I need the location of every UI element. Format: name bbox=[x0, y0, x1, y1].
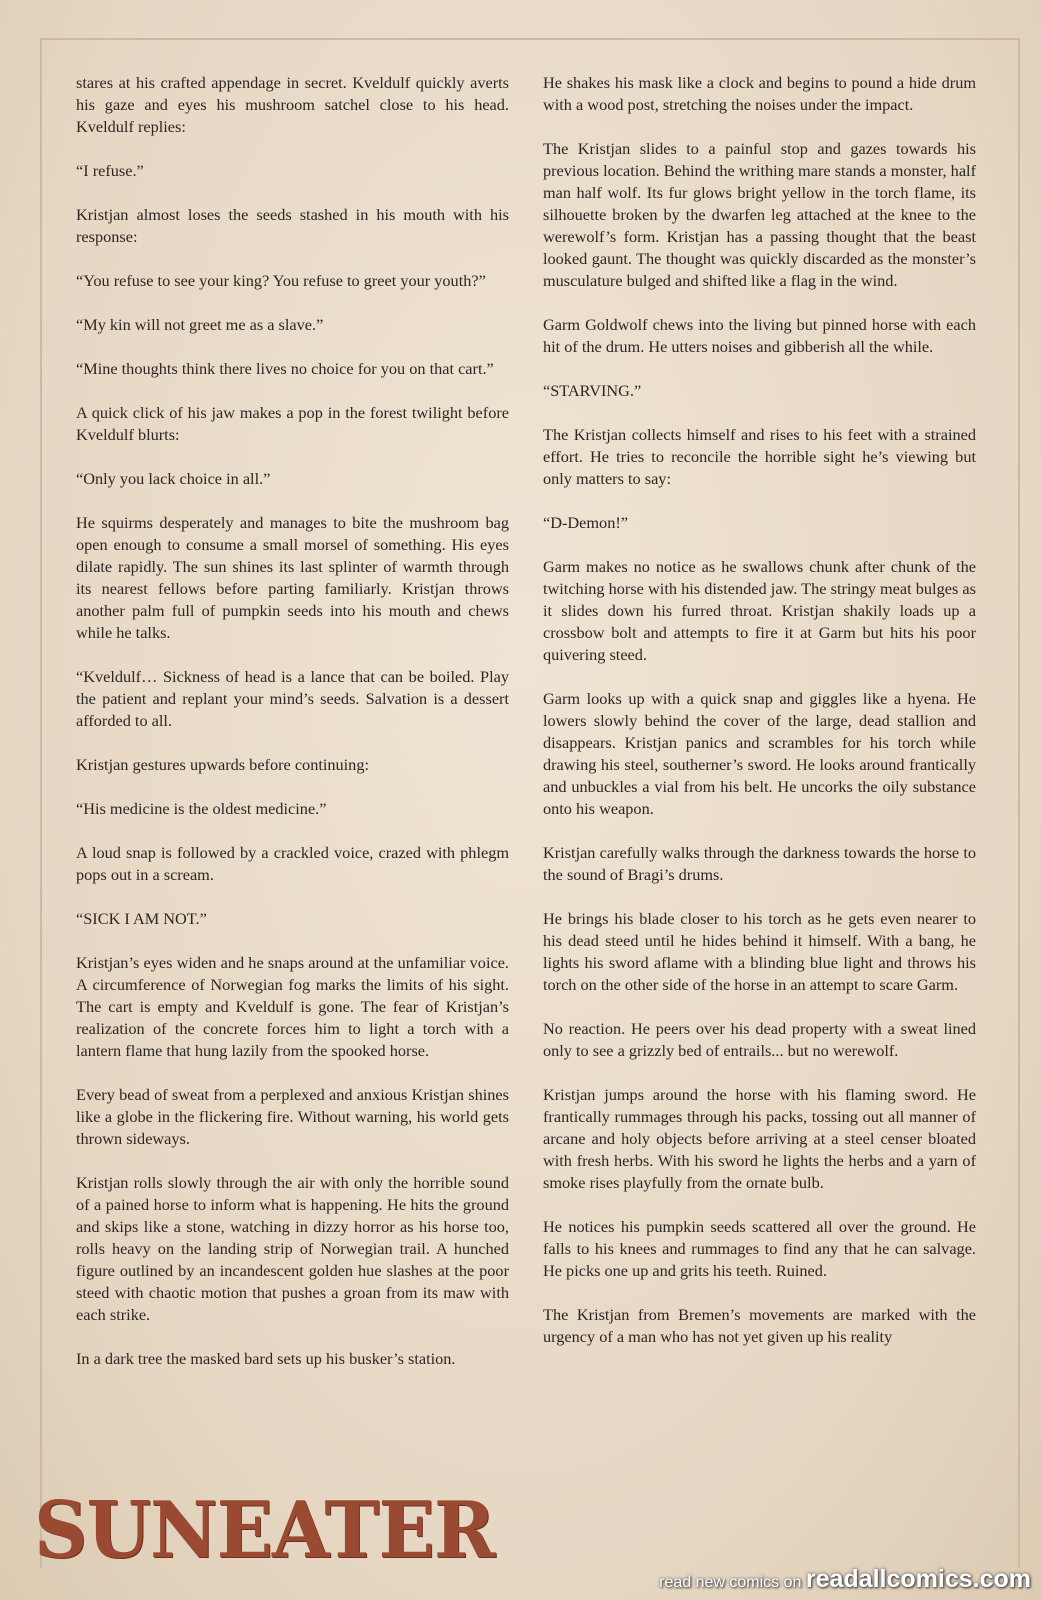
paragraph: The Kristjan collects himself and rises to his feet with a strained effort. He tries to reconcile the horrible sight he’s viewing but only matters to say: bbox=[543, 425, 976, 488]
paragraph: He notices his pumpkin seeds scattered all over the ground. He falls to his knees and rummages to find any that he can salvage. He picks one up and grits his teeth. Ruined. bbox=[543, 1217, 976, 1280]
paragraph: A loud snap is followed by a crackled voice, crazed with phlegm pops out in a scream. bbox=[76, 843, 509, 884]
paragraph: No reaction. He peers over his dead property with a sweat lined only to see a grizzly bed of entrails... but no werewolf. bbox=[543, 1019, 976, 1060]
watermark bbox=[659, 1565, 1031, 1594]
paragraph: The Kristjan from Bremen’s movements are marked with the urgency of a man who has not yet given up his reality bbox=[543, 1305, 976, 1346]
paragraph: A quick click of his jaw makes a pop in the forest twilight before Kveldulf blurts: bbox=[76, 403, 509, 444]
paragraph: Kristjan carefully walks through the darkness towards the horse to the sound of Bragi’s drums. bbox=[543, 843, 976, 884]
paragraph: He brings his blade closer to his torch as he gets even nearer to his dead steed until he hides behind it himself. With a bang, he lights his sword aflame with a blinding blue light and throws his torch on the other side of the horse in an attempt to scare Garm. bbox=[543, 909, 976, 994]
paragraph: “You refuse to see your king? You refuse to greet your youth?” bbox=[76, 271, 486, 290]
paragraph: “Kveldulf… Sickness of head is a lance that can be boiled. Play the patient and replant your mind’s seeds. Salvation is a dessert afforded to all. bbox=[76, 667, 509, 730]
paragraph: “His medicine is the oldest medicine.” bbox=[76, 799, 327, 818]
paragraph: “STARVING.” bbox=[543, 381, 642, 400]
paragraph: Kristjan rolls slowly through the air with only the horrible sound of a pained horse to inform what is happening. He hits the ground and skips like a stone, watching in dizzy horror as his horse too, rolls heavy on the landing strip of Norwegian trail. A hunched figure outlined by an incandescent golden hue slashes at the poor steed with chaotic motion that pushes a groan from its maw with each strike. bbox=[76, 1173, 509, 1324]
paragraph: “SICK I AM NOT.” bbox=[76, 909, 207, 928]
paragraph: “D-Demon!” bbox=[543, 513, 628, 532]
paragraph: The Kristjan slides to a painful stop and gazes towards his previous location. Behind the writhing mare stands a monster, half man half wolf. Its fur glows bright yellow in the torch flame, its silhouette broken by the dwarfen leg attached at the knee to the werewolf’s form. Kristjan has a passing thought that the beast looked gaunt. The thought was quickly discarded as the monster’s musculature bulged and shifted like a flag in the wind. bbox=[543, 139, 976, 290]
paragraph: Garm makes no notice as he swallows chunk after chunk of the twitching horse with his distended jaw. The stringy meat bulges as it slides down his furred throat. Kristjan shakily loads up a crossbow bolt and attempts to fire it at Garm but hits his poor quivering steed. bbox=[543, 557, 976, 664]
paragraph: Every bead of sweat from a perplexed and anxious Kristjan shines like a globe in the flickering fire. Without warning, his world gets thrown sideways. bbox=[76, 1085, 509, 1148]
paragraph: “Only you lack choice in all.” bbox=[76, 469, 271, 488]
paragraph: He shakes his mask like a clock and begins to pound a hide drum with a wood post, stretching the noises under the impact. bbox=[543, 73, 976, 114]
paragraph: Garm Goldwolf chews into the living but pinned horse with each hit of the drum. He utters noises and gibberish all the while. bbox=[543, 315, 976, 356]
paragraph: Kristjan gestures upwards before continuing: bbox=[76, 755, 369, 774]
left-column bbox=[76, 72, 509, 1370]
paragraph: Garm looks up with a quick snap and giggles like a hyena. He lowers slowly behind the cover of the large, dead stallion and disappears. Kristjan panics and scrambles for his torch while drawing his steel, southerner’s sword. He looks around frantically and unbuckles a vial from his belt. He uncorks the oily substance onto his weapon. bbox=[543, 689, 976, 818]
paragraph: Kristjan’s eyes widen and he snaps around at the unfamiliar voice. A circumference of Norwegian fog marks the limits of his sight. The cart is empty and Kveldulf is gone. The fear of Kristjan’s realization of the concrete forces him to light a torch with a lantern flame that hung lazily from the spooked horse. bbox=[76, 953, 509, 1060]
paragraph: Kristjan jumps around the horse with his flaming sword. He frantically rummages through his packs, tossing out all manner of arcane and holy objects before arriving at a steel censer bloated with fresh herbs. With his sword he lights the herbs and a yarn of smoke rises playfully from the ornate bulb. bbox=[543, 1085, 976, 1192]
paragraph: He squirms desperately and manages to bite the mushroom bag open enough to consume a small morsel of something. His eyes dilate rapidly. The sun shines its last splinter of warmth through its nearest fellows before parting familiarly. Kristjan throws another palm full of pumpkin seeds into his mouth and chews while he talks. bbox=[76, 513, 509, 642]
paragraph: “I refuse.” bbox=[76, 161, 144, 180]
right-column bbox=[543, 72, 976, 1348]
paragraph: “My kin will not greet me as a slave.” bbox=[76, 315, 324, 334]
suneater-logo: SUNEATER bbox=[34, 1485, 495, 1576]
watermark-prefix: read new comics on bbox=[659, 1574, 802, 1591]
paragraph: Kristjan almost loses the seeds stashed in his mouth with his response: bbox=[76, 205, 509, 246]
paragraph: In a dark tree the masked bard sets up his busker’s station. bbox=[76, 1349, 456, 1368]
paragraph: “Mine thoughts think there lives no choice for you on that cart.” bbox=[76, 359, 494, 378]
paragraph: stares at his crafted appendage in secret. Kveldulf quickly averts his gaze and eyes his mushroom satchel close to his head. Kveldulf replies: bbox=[76, 73, 509, 136]
watermark-site: readallcomics.com bbox=[805, 1565, 1031, 1593]
